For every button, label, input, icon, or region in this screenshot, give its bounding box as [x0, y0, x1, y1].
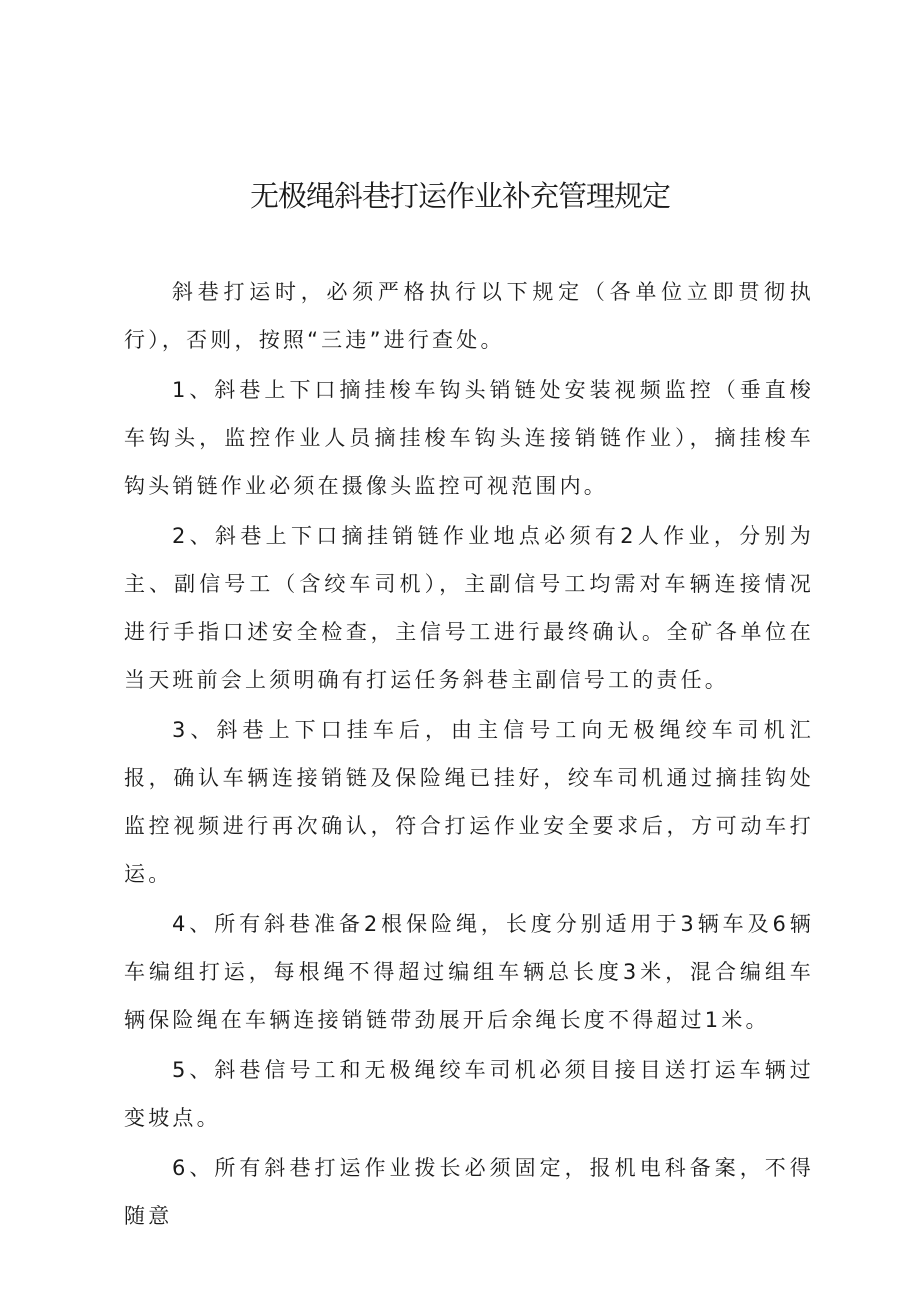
paragraph-rule-4: 4、所有斜巷准备2根保险绳，长度分别适用于3辆车及6辆车编组打运，每根绳不得超过编组车辆总长度3米，混合编组车辆保险绳在车辆连接销链带劲展开后余绳长度不得超过1米。	[124, 912, 814, 1032]
paragraph-rule-3: 3、斜巷上下口挂车后，由主信号工向无极绳绞车司机汇报，确认车辆连接销链及保险绳已挂好，绞车司机通过摘挂钩处监控视频进行再次确认，符合打运作业安全要求后，方可动车打运。	[124, 718, 814, 886]
paragraph-rule-1: 1、斜巷上下口摘挂梭车钩头销链处安装视频监控（垂直梭车钩头，监控作业人员摘挂梭车钩头连接销链作业），摘挂梭车钩头销链作业必须在摄像头监控可视范围内。	[124, 378, 814, 498]
document-body	[124, 268, 814, 1240]
paragraph-rule-2: 2、斜巷上下口摘挂销链作业地点必须有2人作业，分别为主、副信号工（含绞车司机），主副信号工均需对车辆连接情况进行手指口述安全检查，主信号工进行最终确认。全矿各单位在当天班前会上须明确有打运任务斜巷主副信号工的责任。	[124, 524, 814, 692]
paragraph-rule-5: 5、斜巷信号工和无极绳绞车司机必须目接目送打运车辆过变坡点。	[124, 1058, 814, 1130]
paragraph-rule-6: 6、所有斜巷打运作业拨长必须固定，报机电科备案，不得随意	[124, 1156, 814, 1228]
document-title: 无极绳斜巷打运作业补充管理规定	[249, 179, 670, 213]
paragraph-intro: 斜巷打运时，必须严格执行以下规定（各单位立即贯彻执行），否则，按照“三违”进行查处。	[124, 280, 814, 352]
